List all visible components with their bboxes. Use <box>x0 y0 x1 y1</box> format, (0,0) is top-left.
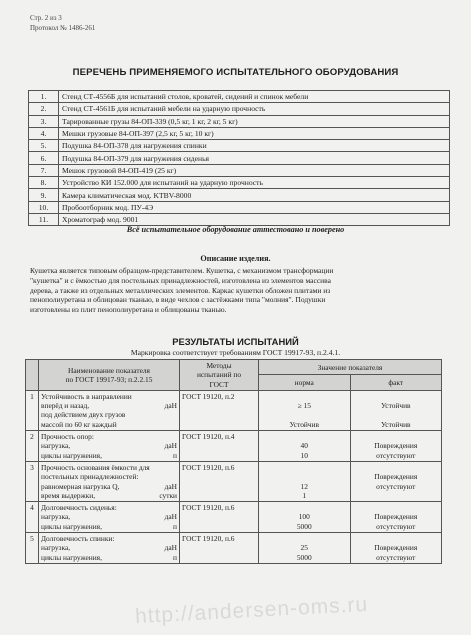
norm-value: 25 <box>300 543 308 553</box>
fact-value <box>353 534 440 543</box>
certification-note: Всё испытательное оборудование аттестовано и поверено <box>126 225 345 234</box>
equipment-name: Подушка 84-ОП-378 для нагружения спинки <box>59 140 450 152</box>
parameter-unit: п <box>173 552 177 562</box>
results-row-fact <box>350 533 442 564</box>
norm-value: 10 <box>300 450 308 460</box>
parameter-unit: даН <box>164 441 177 451</box>
results-row-fact <box>350 461 442 501</box>
parameter-text: постельных принадлежностей: <box>41 472 139 482</box>
parameter-text: нагрузка, <box>41 512 71 522</box>
results-header-fact: факт <box>350 375 442 390</box>
parameter-unit: даН <box>164 401 177 411</box>
fact-value <box>353 491 440 500</box>
equipment-name: Тарированные грузы 84-ОП-339 (0,5 кг, 1 кг, 2 кг, 5 кг) <box>59 115 450 127</box>
fact-value: отсутствуют <box>376 450 416 460</box>
description-title: Описание изделия. <box>200 254 271 263</box>
norm-value: Устойчив <box>289 419 320 429</box>
results-row-number: 4 <box>26 502 39 533</box>
results-header-name: Наименование показателя по ГОСТ 19917-93; п.2.2.15 <box>39 360 180 391</box>
results-row-number: 5 <box>26 533 39 564</box>
norm-value <box>261 432 348 441</box>
fact-value: отсутствуют <box>376 481 416 491</box>
parameter-line <box>41 472 177 481</box>
parameter-line <box>41 401 177 410</box>
parameter-text: циклы нагружения, <box>41 552 102 562</box>
parameter-text: время выдержки, <box>41 490 96 500</box>
equipment-number: 1. <box>29 91 59 103</box>
parameter-line <box>41 441 177 450</box>
equipment-number: 10. <box>29 201 59 213</box>
norm-value: 40 <box>300 441 308 451</box>
parameter-text: нагрузка, <box>41 441 71 451</box>
results-row-norm <box>259 533 351 564</box>
fact-value: отсутствуют <box>376 552 416 562</box>
equipment-number: 8. <box>29 177 59 189</box>
results-header-num <box>26 360 39 391</box>
parameter-text: циклы нагружения, <box>41 450 102 460</box>
parameter-line <box>41 392 177 401</box>
parameter-line <box>41 463 177 472</box>
page-number: Стр. 2 из 3 <box>30 14 62 22</box>
equipment-row <box>29 103 450 115</box>
results-row <box>26 533 442 564</box>
equipment-row <box>29 152 450 164</box>
fact-value: Устойчив <box>380 419 411 429</box>
parameter-text: Устойчивость в направлении <box>41 391 132 401</box>
norm-value: 5000 <box>296 552 312 562</box>
equipment-number: 9. <box>29 189 59 201</box>
parameter-text: равномерная нагрузка Q, <box>41 481 120 491</box>
equipment-row <box>29 164 450 176</box>
parameter-text: массой по 60 кг каждый <box>41 419 117 429</box>
description-line: пенополиуретана и облицован тканью, в виде чехлов с застёжками типа "молния". Подушки <box>30 295 326 305</box>
protocol-number: Протокол № 1486-261 <box>30 23 96 32</box>
results-row-parameter <box>39 390 180 430</box>
norm-value: 12 <box>300 481 308 491</box>
results-row <box>26 390 442 430</box>
results-row-norm <box>259 431 351 462</box>
equipment-row <box>29 140 450 152</box>
description-text <box>30 266 450 315</box>
equipment-name: Камера климатическая мод. KTBV-8000 <box>59 189 450 201</box>
parameter-unit: п <box>173 450 177 460</box>
equipment-name: Подушка 84-ОП-379 для нагружения сиденья <box>59 152 450 164</box>
parameter-text: циклы нагружения, <box>41 521 102 531</box>
equipment-row <box>29 213 450 225</box>
parameter-line <box>41 491 177 500</box>
norm-value <box>261 503 348 512</box>
results-row-method: ГОСТ 19120, п.4 <box>180 431 259 462</box>
parameter-unit: сутки <box>159 490 177 500</box>
page-header <box>30 14 95 33</box>
equipment-number: 11. <box>29 213 59 225</box>
equipment-name: Хроматограф мод. 9001 <box>59 213 450 225</box>
norm-value <box>261 392 348 401</box>
description-line: Кушетка является типовым образцом-представителем. Кушетка, с механизмом трансформации <box>30 266 334 275</box>
equipment-table <box>28 90 450 226</box>
results-row-fact <box>350 502 442 533</box>
results-row-method: ГОСТ 19120, п.2 <box>180 390 259 430</box>
parameter-text: под действием двух грузов <box>41 410 126 420</box>
results-row-number: 3 <box>26 461 39 501</box>
fact-value <box>353 392 440 401</box>
parameter-text: Прочность основания ёмкости для <box>41 462 150 472</box>
parameter-line <box>41 432 177 441</box>
equipment-row <box>29 127 450 139</box>
results-row <box>26 502 442 533</box>
results-header-method: Методы испытаний по ГОСТ <box>180 360 259 391</box>
parameter-text: Долговечность спинки: <box>41 534 115 544</box>
equipment-row <box>29 177 450 189</box>
equipment-title: ПЕРЕЧЕНЬ ПРИМЕНЯЕМОГО ИСПЫТАТЕЛЬНОГО ОБОРУДОВАНИЯ <box>72 67 399 78</box>
equipment-number: 4. <box>29 127 59 139</box>
parameter-line <box>41 451 177 460</box>
results-row <box>26 431 442 462</box>
results-row-norm <box>259 390 351 430</box>
parameter-line <box>41 482 177 491</box>
parameter-line <box>41 512 177 521</box>
results-row-norm <box>259 461 351 501</box>
norm-value: 100 <box>298 512 310 522</box>
fact-value <box>353 503 440 512</box>
norm-value <box>261 410 348 419</box>
equipment-row <box>29 189 450 201</box>
parameter-unit: даН <box>164 543 177 553</box>
parameter-text: Долговечность сиденья: <box>41 503 117 513</box>
fact-value: Повреждения <box>374 472 418 482</box>
equipment-name: Стенд СТ-4561Б для испытаний мебели на ударную прочность <box>59 103 450 115</box>
equipment-row <box>29 91 450 103</box>
fact-value: Повреждения <box>374 441 418 451</box>
results-row-norm <box>259 502 351 533</box>
parameter-unit: п <box>173 521 177 531</box>
equipment-number: 2. <box>29 103 59 115</box>
watermark: http://andersen-oms.ru <box>134 592 369 629</box>
description-line: дерева, а также из отдельных металлических элементов. Каркас кушетки обложен плитами из <box>30 285 331 295</box>
results-row-method: ГОСТ 19120, п.6 <box>180 461 259 501</box>
description-line: изготовлены из плит пенополиуретана и облицованы тканью. <box>30 305 227 315</box>
parameter-text: вперёд и назад, <box>41 401 90 411</box>
results-row <box>26 461 442 501</box>
results-row-parameter <box>39 461 180 501</box>
fact-value: Устойчив <box>380 401 411 411</box>
fact-value: отсутствуют <box>376 521 416 531</box>
fact-value <box>353 432 440 441</box>
results-header-norm: норма <box>259 375 351 390</box>
fact-value <box>353 410 440 419</box>
equipment-number: 5. <box>29 140 59 152</box>
equipment-name: Стенд СТ-4556Б для испытаний столов, кроватей, сидений и спинок мебели <box>59 91 450 103</box>
equipment-number: 7. <box>29 164 59 176</box>
results-table <box>25 359 442 564</box>
parameter-unit: даН <box>164 512 177 522</box>
norm-value <box>261 534 348 543</box>
equipment-number: 6. <box>29 152 59 164</box>
parameter-text: нагрузка, <box>41 543 71 553</box>
parameter-line <box>41 522 177 531</box>
results-header-value: Значение показателя <box>259 360 442 375</box>
parameter-line <box>41 410 177 419</box>
fact-value: Повреждения <box>374 543 418 553</box>
results-row-parameter <box>39 431 180 462</box>
results-title: РЕЗУЛЬТАТЫ ИСПЫТАНИЙ <box>172 336 299 347</box>
norm-value: ≥ 15 <box>297 401 311 411</box>
parameter-unit: даН <box>164 481 177 491</box>
equipment-row <box>29 201 450 213</box>
results-row-number: 1 <box>26 390 39 430</box>
parameter-text: Прочность опор: <box>41 432 94 442</box>
norm-value: 1 <box>302 490 307 500</box>
norm-value <box>261 472 348 481</box>
results-row-fact <box>350 390 442 430</box>
parameter-line <box>41 534 177 543</box>
results-row-parameter <box>39 502 180 533</box>
norm-value <box>261 463 348 472</box>
parameter-line <box>41 420 177 429</box>
equipment-row <box>29 115 450 127</box>
results-row-number: 2 <box>26 431 39 462</box>
results-row-fact <box>350 431 442 462</box>
equipment-name: Пробоотборник мод. ПУ-4Э <box>59 201 450 213</box>
results-row-method: ГОСТ 19120, п.6 <box>180 533 259 564</box>
marking-note: Маркировка соответствует требованиям ГОСТ 19917-93, п.2.4.1. <box>130 348 341 357</box>
results-row-parameter <box>39 533 180 564</box>
fact-value <box>353 463 440 472</box>
parameter-line <box>41 503 177 512</box>
equipment-number: 3. <box>29 115 59 127</box>
equipment-name: Устройство КИ 152.000 для испытаний на ударную прочность <box>59 177 450 189</box>
norm-value: 5000 <box>296 521 312 531</box>
results-row-method: ГОСТ 19120, п.6 <box>180 502 259 533</box>
equipment-name: Мешки грузовые 84-ОП-397 (2,5 кг, 5 кг, 10 кг) <box>59 127 450 139</box>
fact-value: Повреждения <box>374 512 418 522</box>
parameter-line <box>41 543 177 552</box>
equipment-name: Мешок грузовой 84-ОП-419 (25 кг) <box>59 164 450 176</box>
parameter-line <box>41 553 177 562</box>
description-line: "кушетка" и с ёмкостью для постельных принадлежностей, изготовлена из элементов массива <box>30 275 331 285</box>
